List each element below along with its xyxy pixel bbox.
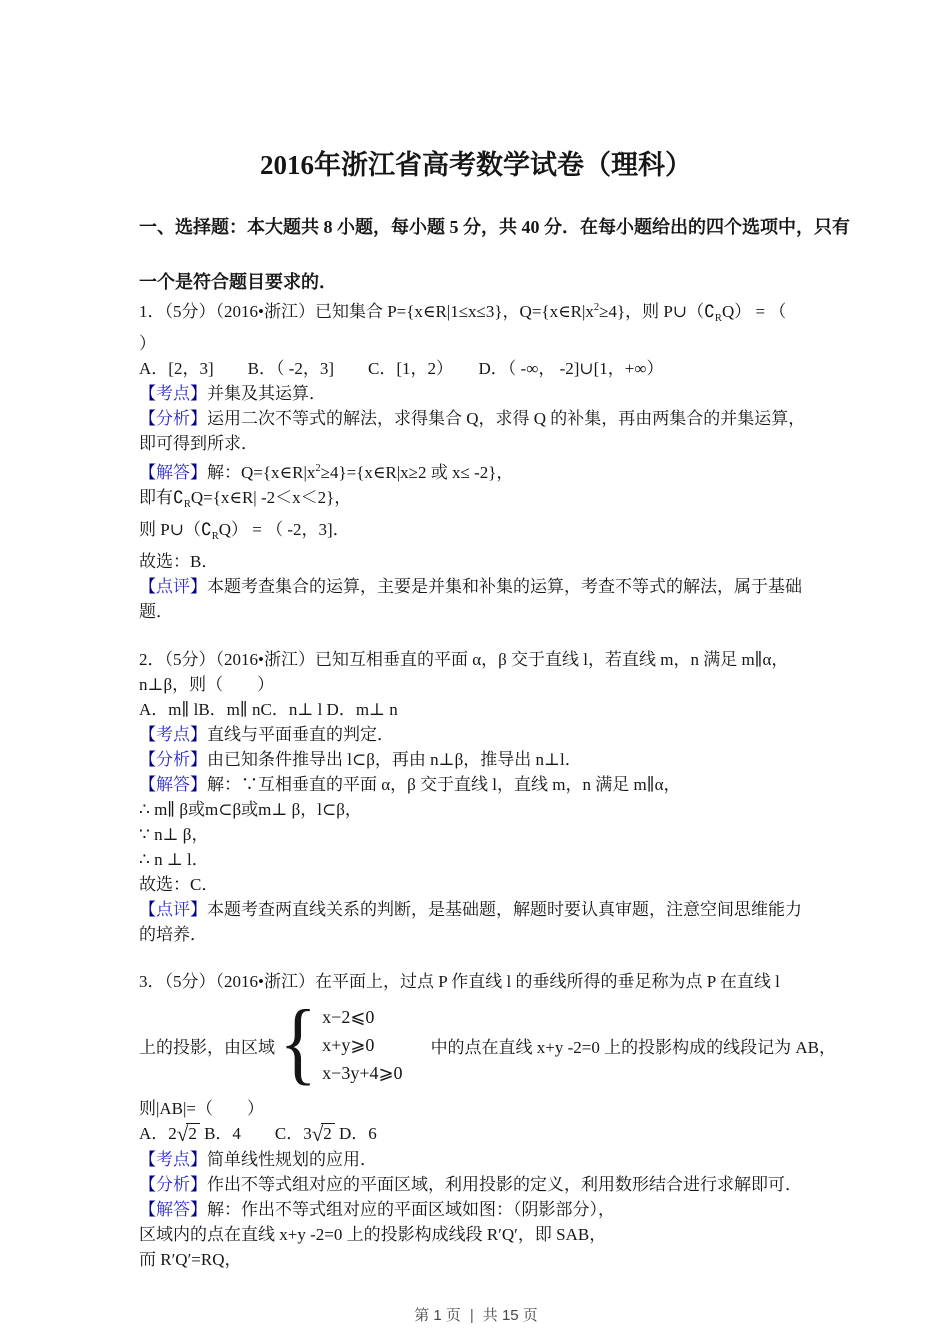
q2-step-line-1: ∴ m∥ β或m⊂β或m⊥ β，l⊂β，	[139, 800, 362, 819]
q2-kaodian-text: 直线与平面垂直的判定．	[207, 725, 394, 744]
bracket-close: 】	[190, 1200, 207, 1219]
current-page: 第 1 页	[414, 1307, 461, 1324]
fenxi-label: 分析	[156, 409, 190, 428]
q2-jieda-text: 解：∵互相垂直的平面 α，β 交于直线 l，直线 m，n 满足 m∥α，	[207, 775, 681, 794]
q2-options-row: A．m∥ lB．m∥ nC．n⊥ l D．m⊥ n	[139, 700, 398, 719]
q3-stem-line-1: 3．（5分）（2016•浙江）在平面上，过点 P 作直线 l 的垂线所得的垂足称为点 P 在直线 l	[139, 972, 780, 991]
q1-dianping-line	[139, 574, 813, 599]
dianping-tag	[139, 900, 207, 919]
q1-stem-line-2: ）	[139, 334, 156, 353]
q1-exponent: 2	[593, 302, 600, 313]
bracket-close: 】	[190, 577, 207, 596]
q3-region-right-text: 中的点在直线 x+y -2=0 上的投影构成的线段记为 AB，	[430, 1037, 837, 1057]
kaodian-label: 考点	[156, 1150, 190, 1169]
bracket-close: 】	[190, 900, 207, 919]
bracket-close: 】	[190, 750, 207, 769]
q2-stem-line-2: n⊥β，则（ ）	[139, 675, 275, 694]
q2-jieda-line	[139, 772, 813, 797]
q3-step-line-1: 区域内的点在直线 x+y -2=0 上的投影构成线段 R′Q′，即 SAB，	[139, 1225, 607, 1244]
kaodian-tag	[139, 1150, 207, 1169]
q1-step1-text-a: 即有∁	[139, 488, 184, 507]
radicand: 2	[321, 1123, 335, 1142]
fenxi-tag	[139, 750, 207, 769]
bracket-open: 【	[139, 725, 156, 744]
q1-kaodian-line	[139, 381, 813, 406]
jieda-tag	[139, 1200, 207, 1219]
q1-stem-text-c: Q） = （	[721, 302, 787, 321]
q2-step-line-2: ∵ n⊥ β，	[139, 825, 209, 844]
q1-step2-text-b: Q） = （ -2，3]．	[218, 520, 350, 539]
q2-step-line-3: ∴ n ⊥ l．	[139, 850, 209, 869]
bracket-open: 【	[139, 463, 156, 482]
inequality-line-3: x−3y+4⩾0	[322, 1063, 403, 1083]
q1-step-line-1	[139, 485, 813, 517]
inequality-line-1: x−2⩽0	[322, 1007, 375, 1027]
bracket-close: 】	[190, 409, 207, 428]
section-heading-line-2: 一个是符合题目要求的．	[139, 272, 337, 292]
q1-fenxi-text: 运用二次不等式的解法，求得集合 Q，求得 Q 的补集，再由两集合的并集运算，	[207, 409, 806, 428]
q1-fenxi-line	[139, 406, 813, 431]
fenxi-label: 分析	[156, 750, 190, 769]
bracket-close: 】	[190, 1150, 207, 1169]
q1-step-line-2	[139, 517, 813, 549]
q1-stem-text-b: ≥4}，则 P∪（∁	[599, 302, 715, 321]
q3-kaodian-line	[139, 1147, 813, 1172]
jieda-label: 解答	[156, 463, 190, 482]
page-footer	[139, 1303, 813, 1328]
q2-dianping-line-2: 的培养．	[139, 925, 207, 944]
radicand: 2	[186, 1123, 200, 1142]
q1-stem-line-1	[139, 295, 813, 331]
bracket-open: 【	[139, 1175, 156, 1194]
bracket-close: 】	[190, 725, 207, 744]
q1-jieda-text-a: 解：Q={x∈R|x	[207, 463, 316, 482]
jieda-tag	[139, 775, 207, 794]
q1-dianping-line-2: 题．	[139, 602, 173, 621]
radical-2	[311, 1122, 335, 1146]
q1-kaodian-text: 并集及其运算．	[207, 384, 326, 403]
jieda-label: 解答	[156, 1200, 190, 1219]
bracket-open: 【	[139, 750, 156, 769]
bracket-open: 【	[139, 900, 156, 919]
q1-jieda-exponent: 2	[315, 463, 321, 474]
bracket-open: 【	[139, 775, 156, 794]
q1-fenxi-line-2: 即可得到所求．	[139, 434, 258, 453]
q1-dianping-text: 本题考查集合的运算，主要是并集和补集的运算，考查不等式的解法，属于基础	[207, 577, 802, 596]
bracket-close: 】	[190, 463, 207, 482]
kaodian-tag	[139, 725, 207, 744]
section-heading-line-1: 一、选择题：本大题共 8 小题，每小题 5 分，共 40 分．在每小题给出的四个选项中，只有	[139, 217, 850, 237]
bracket-close: 】	[190, 1175, 207, 1194]
q1-jieda-text-b: ≥4}={x∈R|x≥2 或 x≤ -2}，	[320, 463, 514, 482]
q3-jieda-text: 解：作出不等式组对应的平面区域如图：（阴影部分），	[207, 1200, 615, 1219]
jieda-tag	[139, 463, 207, 482]
q1-step1-text-b: Q={x∈R| -2＜x＜2}，	[190, 488, 352, 507]
q3-options-row	[139, 1121, 813, 1147]
fenxi-tag	[139, 1175, 207, 1194]
bracket-close: 】	[190, 384, 207, 403]
dianping-label: 点评	[156, 577, 190, 596]
q1-complement-subscript: R	[714, 313, 722, 324]
q3-jieda-line	[139, 1197, 813, 1222]
q1-answer-line: 故选：B．	[139, 552, 219, 571]
q1-step2-text-a: 则 P∪（∁	[139, 520, 212, 539]
kaodian-tag	[139, 384, 207, 403]
q3-fenxi-text: 作出不等式组对应的平面区域，利用投影的定义，利用数形结合进行求解即可．	[207, 1175, 802, 1194]
q1-step1-subscript: R	[183, 499, 191, 510]
q2-dianping-text: 本题考查两直线关系的判断，是基础题，解题时要认真审题，注意空间思维能力	[207, 900, 802, 919]
q3-stem-line-3: 则|AB|=（ ）	[139, 1099, 265, 1118]
inequality-line-2: x+y⩾0	[322, 1035, 375, 1055]
q2-fenxi-line	[139, 747, 813, 772]
q3-kaodian-text: 简单线性规划的应用．	[207, 1150, 377, 1169]
q2-answer-line: 故选：C．	[139, 875, 219, 894]
q3-region-row	[139, 991, 837, 1096]
exam-title: 2016年浙江省高考数学试卷（理科）	[260, 150, 692, 180]
q3-fenxi-line	[139, 1172, 813, 1197]
bracket-close: 】	[190, 775, 207, 794]
dianping-label: 点评	[156, 900, 190, 919]
radical-2	[176, 1122, 200, 1146]
bracket-open: 【	[139, 1200, 156, 1219]
page-separator: |	[469, 1307, 474, 1324]
bracket-open: 【	[139, 577, 156, 596]
bracket-open: 【	[139, 384, 156, 403]
fenxi-label: 分析	[156, 1175, 190, 1194]
q1-step2-subscript: R	[211, 531, 219, 542]
total-pages: 共 15 页	[482, 1307, 538, 1324]
q2-kaodian-line	[139, 722, 813, 747]
q2-fenxi-text: 由已知条件推导出 l⊂β，再由 n⊥β，推导出 n⊥l．	[207, 750, 582, 769]
q2-dianping-line	[139, 897, 813, 922]
fenxi-tag	[139, 409, 207, 428]
q1-jieda-line	[139, 456, 813, 485]
kaodian-label: 考点	[156, 384, 190, 403]
q3-option-text-b: B．4 C．3	[199, 1124, 312, 1143]
radical-sign-icon: √	[311, 1122, 324, 1146]
q3-option-text-c: D．6	[334, 1124, 377, 1143]
q3-inequality-system	[322, 1003, 402, 1087]
q1-options-row: A．[2，3] B．（ -2，3] C．[1，2） D．（ -∞， -2]∪[1，+∞）	[139, 359, 664, 378]
radical-sign-icon: √	[176, 1122, 189, 1146]
q3-option-text-a: A．2	[139, 1124, 177, 1143]
jieda-label: 解答	[156, 775, 190, 794]
bracket-open: 【	[139, 1150, 156, 1169]
kaodian-label: 考点	[156, 725, 190, 744]
q2-stem-line-1: 2．（5分）（2016•浙江）已知互相垂直的平面 α，β 交于直线 l，若直线 m，n 满足 m∥α，	[139, 650, 789, 669]
bracket-open: 【	[139, 409, 156, 428]
q1-stem-text-a: 1．（5分）（2016•浙江）已知集合 P={x∈R|1≤x≤3}，Q={x∈R|x	[139, 302, 594, 321]
q3-region-left-text: 上的投影，由区域	[139, 1037, 275, 1057]
q3-step-line-2: 而 R′Q′=RQ，	[139, 1250, 242, 1269]
dianping-tag	[139, 577, 207, 596]
left-brace: {	[279, 991, 317, 1093]
